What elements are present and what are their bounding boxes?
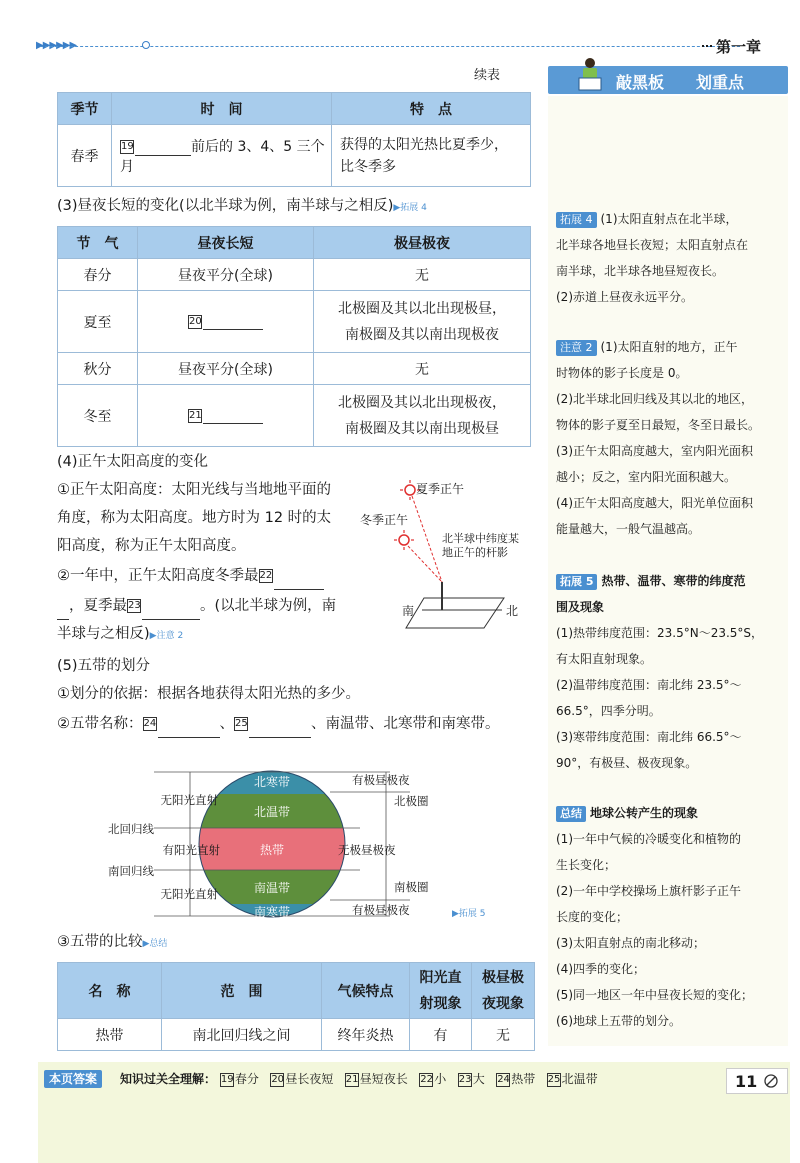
reference-link[interactable]: ▶注意 2	[149, 631, 184, 641]
shadow-note-line1: 北半球中纬度某	[442, 532, 519, 545]
answer-blank	[158, 737, 220, 738]
header-arrows: ▶▶▶▶▶▶	[36, 40, 77, 51]
sec4-line: ②一年中，正午太阳高度冬季最22	[57, 562, 324, 590]
table-cell	[138, 385, 314, 447]
continued-label: 续表	[474, 68, 501, 83]
table-cell: 夏至	[58, 291, 138, 353]
zone-label: 北寒带	[253, 775, 291, 789]
answer-number: 20	[271, 1073, 285, 1085]
zone-label: 热带	[259, 843, 285, 857]
table-cell: 秋分	[58, 353, 138, 385]
answers-line: 知识过关全理解： 19春分 20昼长夜短 21昼短夜长 22小 23大 24热带 25北温带	[120, 1072, 598, 1086]
answer-number: 25	[547, 1073, 561, 1085]
answer-text: 春分	[234, 1072, 259, 1086]
reference-link[interactable]: ▶拓展 5	[452, 909, 486, 919]
ground-plane	[406, 598, 504, 628]
polar-line: 北极圈及其以北出现极夜，	[338, 394, 506, 411]
table-cell: 昼夜平分(全球)	[138, 353, 314, 385]
right-label: 无极昼极夜	[338, 843, 396, 857]
winter-noon-label: 冬季正午	[360, 513, 409, 527]
table-cell: 无	[314, 353, 531, 385]
table-header: 时 间	[112, 93, 332, 125]
answer-number: 22	[259, 570, 273, 581]
page-number: 11	[735, 1072, 758, 1091]
answer-number: 19	[121, 140, 134, 152]
polar-line: 北极圈及其以北出现极昼，	[338, 300, 506, 317]
right-label: 有极昼极夜	[352, 773, 410, 787]
sec4-line: 角度，称为太阳高度。地方时为 12 时的太	[57, 510, 332, 526]
table-header: 范 围	[162, 963, 322, 1019]
south-label: 南	[402, 604, 415, 618]
table-cell	[112, 125, 332, 187]
answer-number: 25	[235, 718, 248, 729]
page-number-box	[726, 1068, 788, 1094]
badge-left-text: 敲黑板	[616, 73, 665, 92]
season-table	[57, 92, 531, 187]
side-tag: 拓展 4	[556, 212, 597, 228]
time-text: 前后的 3、4、5 三个月	[120, 138, 325, 175]
table-cell: 昼夜平分(全球)	[138, 259, 314, 291]
winter-ray	[408, 546, 442, 582]
summer-noon-label: 夏季正午	[416, 482, 465, 496]
answer-text: 昼短夜长	[359, 1072, 408, 1086]
answer-number: 21	[345, 1073, 359, 1085]
table-header: 季节	[58, 93, 112, 125]
summer-ray	[412, 496, 442, 582]
table-header: 名 称	[58, 963, 162, 1019]
table-cell	[314, 291, 531, 353]
section-5c-title: ③五带的比较▶总结	[57, 934, 168, 950]
side-tag: 总结	[556, 806, 586, 822]
section-4-title: (4)正午太阳高度的变化	[57, 454, 209, 470]
zone-label: 南寒带	[253, 905, 291, 919]
key-points-badge	[548, 66, 788, 94]
side-note2: 注意 2 (1)太阳直射的地方，正午 时物体的影子长度是 0。 (2)北半球北回归线及其以北的地区， 物体的影子夏至日最短，冬至日最长。 (3)正午太阳高度越大，室内阳光面积 越小；反之，室内阳光面积越大。 (4)正午太阳高度越大，阳光单位面积 能量越大，一般气温越高。	[556, 340, 761, 536]
shadow-note-line2: 地正午的杆影	[442, 546, 508, 559]
answer-text: 大	[472, 1072, 485, 1086]
answers-footer	[38, 1062, 790, 1163]
chapter-dots	[702, 45, 712, 48]
sec5-line: ②五带名称：24 、25 、南温带、北寒带和南寒带。	[57, 710, 500, 738]
sec4-line: ，夏季最23 。(以北半球为例，南	[57, 592, 336, 620]
answer-blank	[203, 329, 263, 330]
table-cell	[332, 125, 531, 187]
right-label: 南极圈	[394, 880, 429, 894]
reference-link[interactable]: ▶总结	[142, 939, 168, 949]
table-cell: 南北回归线之间	[162, 1019, 322, 1051]
compass-icon	[763, 1073, 779, 1089]
answer-number: 23	[128, 600, 141, 611]
sec4-line: ①正午太阳高度：太阳光线与当地地平面的	[57, 482, 331, 498]
answer-text: 热带	[511, 1072, 536, 1086]
right-label: 北极圈	[394, 794, 429, 808]
right-label: 有极昼极夜	[352, 903, 410, 917]
table-header: 气候特点	[322, 963, 410, 1019]
table-header: 阳光直 射现象	[410, 963, 472, 1019]
north-label: 北	[506, 604, 519, 618]
answer-blank	[274, 589, 324, 590]
sec4-line: 阳高度，称为正午太阳高度。	[57, 538, 246, 554]
table-cell: 无	[314, 259, 531, 291]
left-label: 南回归线	[108, 864, 154, 878]
five-zones-diagram	[90, 768, 500, 924]
answer-number: 23	[458, 1073, 472, 1085]
table-header: 特 点	[332, 93, 531, 125]
winter-sun-icon	[394, 530, 414, 550]
table-cell: 冬至	[58, 385, 138, 447]
left-label: 无阳光直射	[160, 793, 218, 807]
section-5-title: (5)五带的划分	[57, 658, 151, 674]
answer-number: 24	[143, 718, 157, 729]
table-header: 极昼极 夜现象	[472, 963, 535, 1019]
answer-number: 24	[497, 1073, 510, 1085]
answer-text: 北温带	[561, 1072, 598, 1086]
side-ext4: 拓展 4 (1)太阳直射点在北半球， 北半球各地昼长夜短；太阳直射点在 南半球，北半球各地昼短夜长。 (2)赤道上昼夜永远平分。	[556, 212, 749, 304]
zone-label: 北温带	[253, 805, 291, 819]
side-ext5: 拓展 5 热带、温带、寒带的纬度范 围及现象 (1)热带纬度范围：23.5°N～23.5°S， 有太阳直射现象。 (2)温带纬度范围：南北纬 23.5°～ 66.5°，四季分明。 (3)寒带纬度范围：南北纬 66.5°～ 90°，有极昼、极夜现象。	[556, 574, 764, 770]
sun-angle-diagram	[356, 472, 536, 632]
answer-blank	[203, 423, 263, 424]
answers-tag: 本页答案	[44, 1070, 102, 1088]
sec4-line: 半球与之相反)▶注意 2	[57, 626, 184, 642]
table-cell: 终年炎热	[322, 1019, 410, 1051]
table-cell: 春季	[58, 125, 112, 187]
section-3-title: (3)昼夜长短的变化(以北半球为例，南半球与之相反)▶拓展 4	[57, 198, 427, 214]
sec5-line: ①划分的依据：根据各地获得太阳光热的多少。	[57, 686, 360, 702]
table-header: 昼夜长短	[138, 227, 314, 259]
zone-label: 南温带	[253, 881, 291, 895]
left-label: 无阳光直射	[160, 887, 218, 901]
reference-link[interactable]: ▶拓展 4	[393, 203, 427, 213]
side-summary: 总结 地球公转产生的现象 (1)一年中气候的冷暖变化和植物的 生长变化； (2)一年中学校操场上旗杆影子正午 长度的变化； (3)太阳直射点的南北移动； (4)四季的变化； (5)同一地区一年中昼夜长短的变化； (6)地球上五带的划分。	[556, 806, 753, 1028]
table-cell	[138, 291, 314, 353]
answer-number: 21	[189, 409, 202, 421]
side-tag: 注意 2	[556, 340, 597, 356]
feature-line: 获得的太阳光热比夏季少，	[340, 136, 508, 153]
answer-text: 小	[434, 1072, 447, 1086]
answer-blank	[135, 155, 191, 156]
answer-number: 22	[420, 1073, 433, 1085]
table-cell	[314, 385, 531, 447]
left-label: 北回归线	[108, 822, 154, 836]
side-tag: 拓展 5	[556, 574, 597, 590]
table-cell: 有	[410, 1019, 472, 1051]
answer-text: 昼长夜短	[285, 1072, 334, 1086]
table-cell: 春分	[58, 259, 138, 291]
answer-number: 19	[220, 1073, 234, 1085]
left-label: 有阳光直射	[162, 843, 220, 857]
table-header: 节 气	[58, 227, 138, 259]
table-cell: 热带	[58, 1019, 162, 1051]
day-night-table	[57, 226, 531, 447]
header-dot	[142, 41, 150, 49]
answer-number: 20	[189, 315, 202, 327]
table-header: 极昼极夜	[314, 227, 531, 259]
polar-line: 南极圈及其以南出现极昼	[345, 420, 499, 437]
badge-right-text: 划重点	[696, 73, 745, 92]
polar-line: 南极圈及其以南出现极夜	[345, 326, 499, 343]
answer-blank	[249, 737, 311, 738]
teacher-icon	[576, 56, 604, 92]
chapter-title: 第一章	[716, 38, 762, 56]
zone-compare-table	[57, 962, 535, 1051]
table-cell: 无	[472, 1019, 535, 1051]
feature-line: 比冬季多	[340, 158, 396, 175]
